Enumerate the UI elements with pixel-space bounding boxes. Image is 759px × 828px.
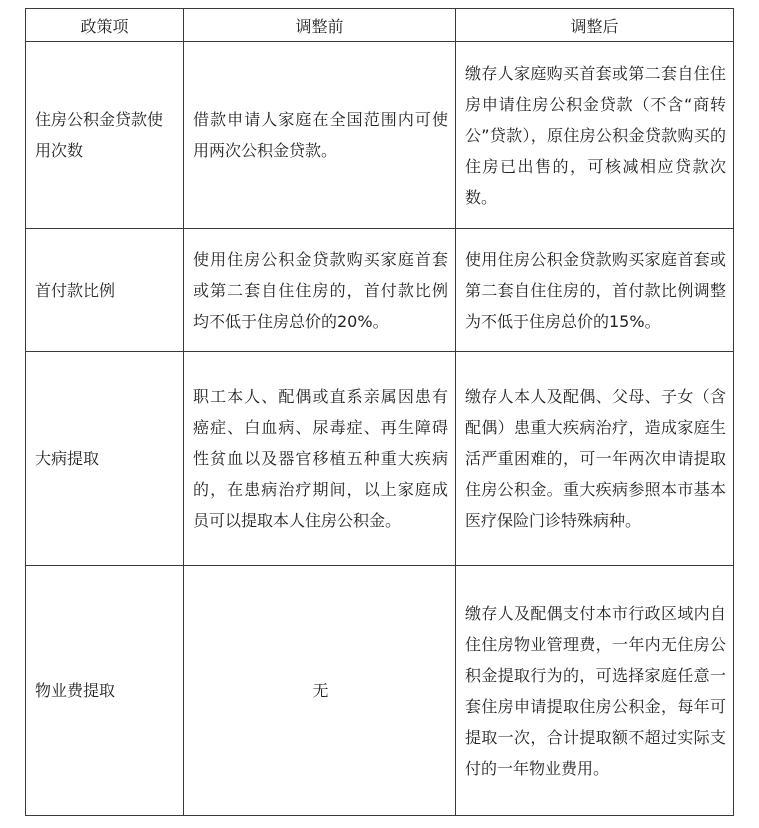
before-cell: 职工本人、配偶或直系亲属因患有癌症、白血病、尿毒症、再生障碍性贫血以及器官移植五种重大疾病的，在患病治疗期间，以上家庭成员可以提取本人住房公积金。 xyxy=(184,352,456,566)
table-row xyxy=(26,42,734,229)
policy-item-cell: 大病提取 xyxy=(26,352,184,566)
before-cell: 借款申请人家庭在全国范围内可使用两次公积金贷款。 xyxy=(184,42,456,229)
before-cell: 使用住房公积金贷款购买家庭首套或第二套自住住房的，首付款比例均不低于住房总价的20%。 xyxy=(184,229,456,352)
policy-item-cell: 住房公积金贷款使用次数 xyxy=(26,42,184,229)
before-cell: 无 xyxy=(184,566,456,816)
table-row xyxy=(26,229,734,352)
after-cell: 使用住房公积金贷款购买家庭首套或第二套自住住房的，首付款比例调整为不低于住房总价的15%。 xyxy=(456,229,734,352)
policy-item-cell: 物业费提取 xyxy=(26,566,184,816)
table-body xyxy=(26,42,734,816)
policy-comparison-table xyxy=(25,8,734,816)
table-header xyxy=(26,9,734,42)
policy-item-cell: 首付款比例 xyxy=(26,229,184,352)
after-cell: 缴存人家庭购买首套或第二套自住住房申请住房公积金贷款（不含“商转公”贷款），原住房公积金贷款购买的住房已出售的，可核减相应贷款次数。 xyxy=(456,42,734,229)
after-cell: 缴存人及配偶支付本市行政区域内自住住房物业管理费，一年内无住房公积金提取行为的，可选择家庭任意一套住房申请提取住房公积金，每年可提取一次，合计提取额不超过实际支付的一年物业费用。 xyxy=(456,566,734,816)
header-after: 调整后 xyxy=(456,9,734,42)
table-row xyxy=(26,566,734,816)
header-before: 调整前 xyxy=(184,9,456,42)
header-policy-item: 政策项 xyxy=(26,9,184,42)
after-cell: 缴存人本人及配偶、父母、子女（含配偶）患重大疾病治疗，造成家庭生活严重困难的，可一年两次申请提取住房公积金。重大疾病参照本市基本医疗保险门诊特殊病种。 xyxy=(456,352,734,566)
table-row xyxy=(26,352,734,566)
header-row xyxy=(26,9,734,42)
